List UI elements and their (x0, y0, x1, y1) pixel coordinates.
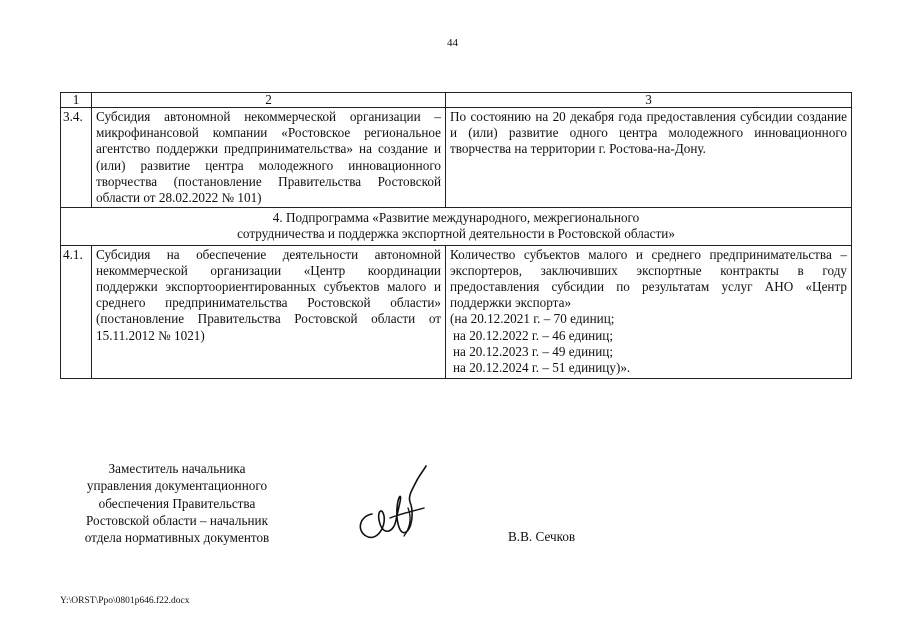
column-header: 2 (92, 93, 446, 108)
page-number: 44 (447, 37, 458, 49)
result-item: (на 20.12.2021 г. – 70 единиц; (450, 311, 615, 327)
handwritten-signature (350, 462, 435, 544)
signer-position: Заместитель начальника управления документационного обеспечения Правительства Ростовской области – начальник отдела нормативных документов (84, 461, 270, 546)
result-item: на 20.12.2024 г. – 51 единицу)». (453, 360, 631, 376)
result-item: на 20.12.2023 г. – 49 единиц; (453, 343, 614, 359)
section-title (61, 208, 852, 245)
result-intro: Количество субъектов малого и среднего предпринимательства – экспортеров, заключивших экспортные контракты в году предоставления субсидии по результатам услуг АНО «Центр поддержки экспорта» (450, 246, 847, 311)
section-row (61, 208, 852, 245)
row-description: Субсидия автономной некоммерческой организации – микрофинансовой компании «Ростовское региональное агентство поддержки предпринимательства» на создание и (или) развитие центра молодежного инновационного творчества (постановление Правительства Ростовской области от 28.02.2022 № 101) (92, 108, 446, 208)
table-row (61, 245, 852, 379)
subsidy-table (60, 92, 852, 379)
column-header: 3 (446, 93, 852, 108)
section-title-line: 4. Подпрограмма «Развитие международного, межрегионального (272, 210, 640, 226)
row-description: Субсидия на обеспечение деятельности автономной некоммерческой организации «Центр координации поддержки экспортоориентированных субъектов малого и среднего предпринимательства Ростовской области» (постановление Правительства Ростовской области от 15.11.2012 № 1021) (92, 245, 446, 379)
table-row (61, 108, 852, 208)
row-number: 3.4. (61, 108, 92, 208)
section-title-line: сотрудничества и поддержка экспортной деятельности в Ростовской области» (237, 226, 675, 242)
column-header: 1 (61, 93, 92, 108)
row-result (446, 245, 852, 379)
signer-name: В.В. Сечков (508, 529, 576, 544)
document-file-path: Y:\ORST\Ppo\0801p646.f22.docx (60, 596, 190, 606)
result-item: на 20.12.2022 г. – 46 единиц; (453, 327, 614, 343)
table-header-row (61, 93, 852, 108)
row-number: 4.1. (61, 245, 92, 379)
row-result: По состоянию на 20 декабря года предоставления субсидии создание и (или) развитие одного центра молодежного инновационного творчества на территории г. Ростова-на-Дону. (446, 108, 852, 208)
